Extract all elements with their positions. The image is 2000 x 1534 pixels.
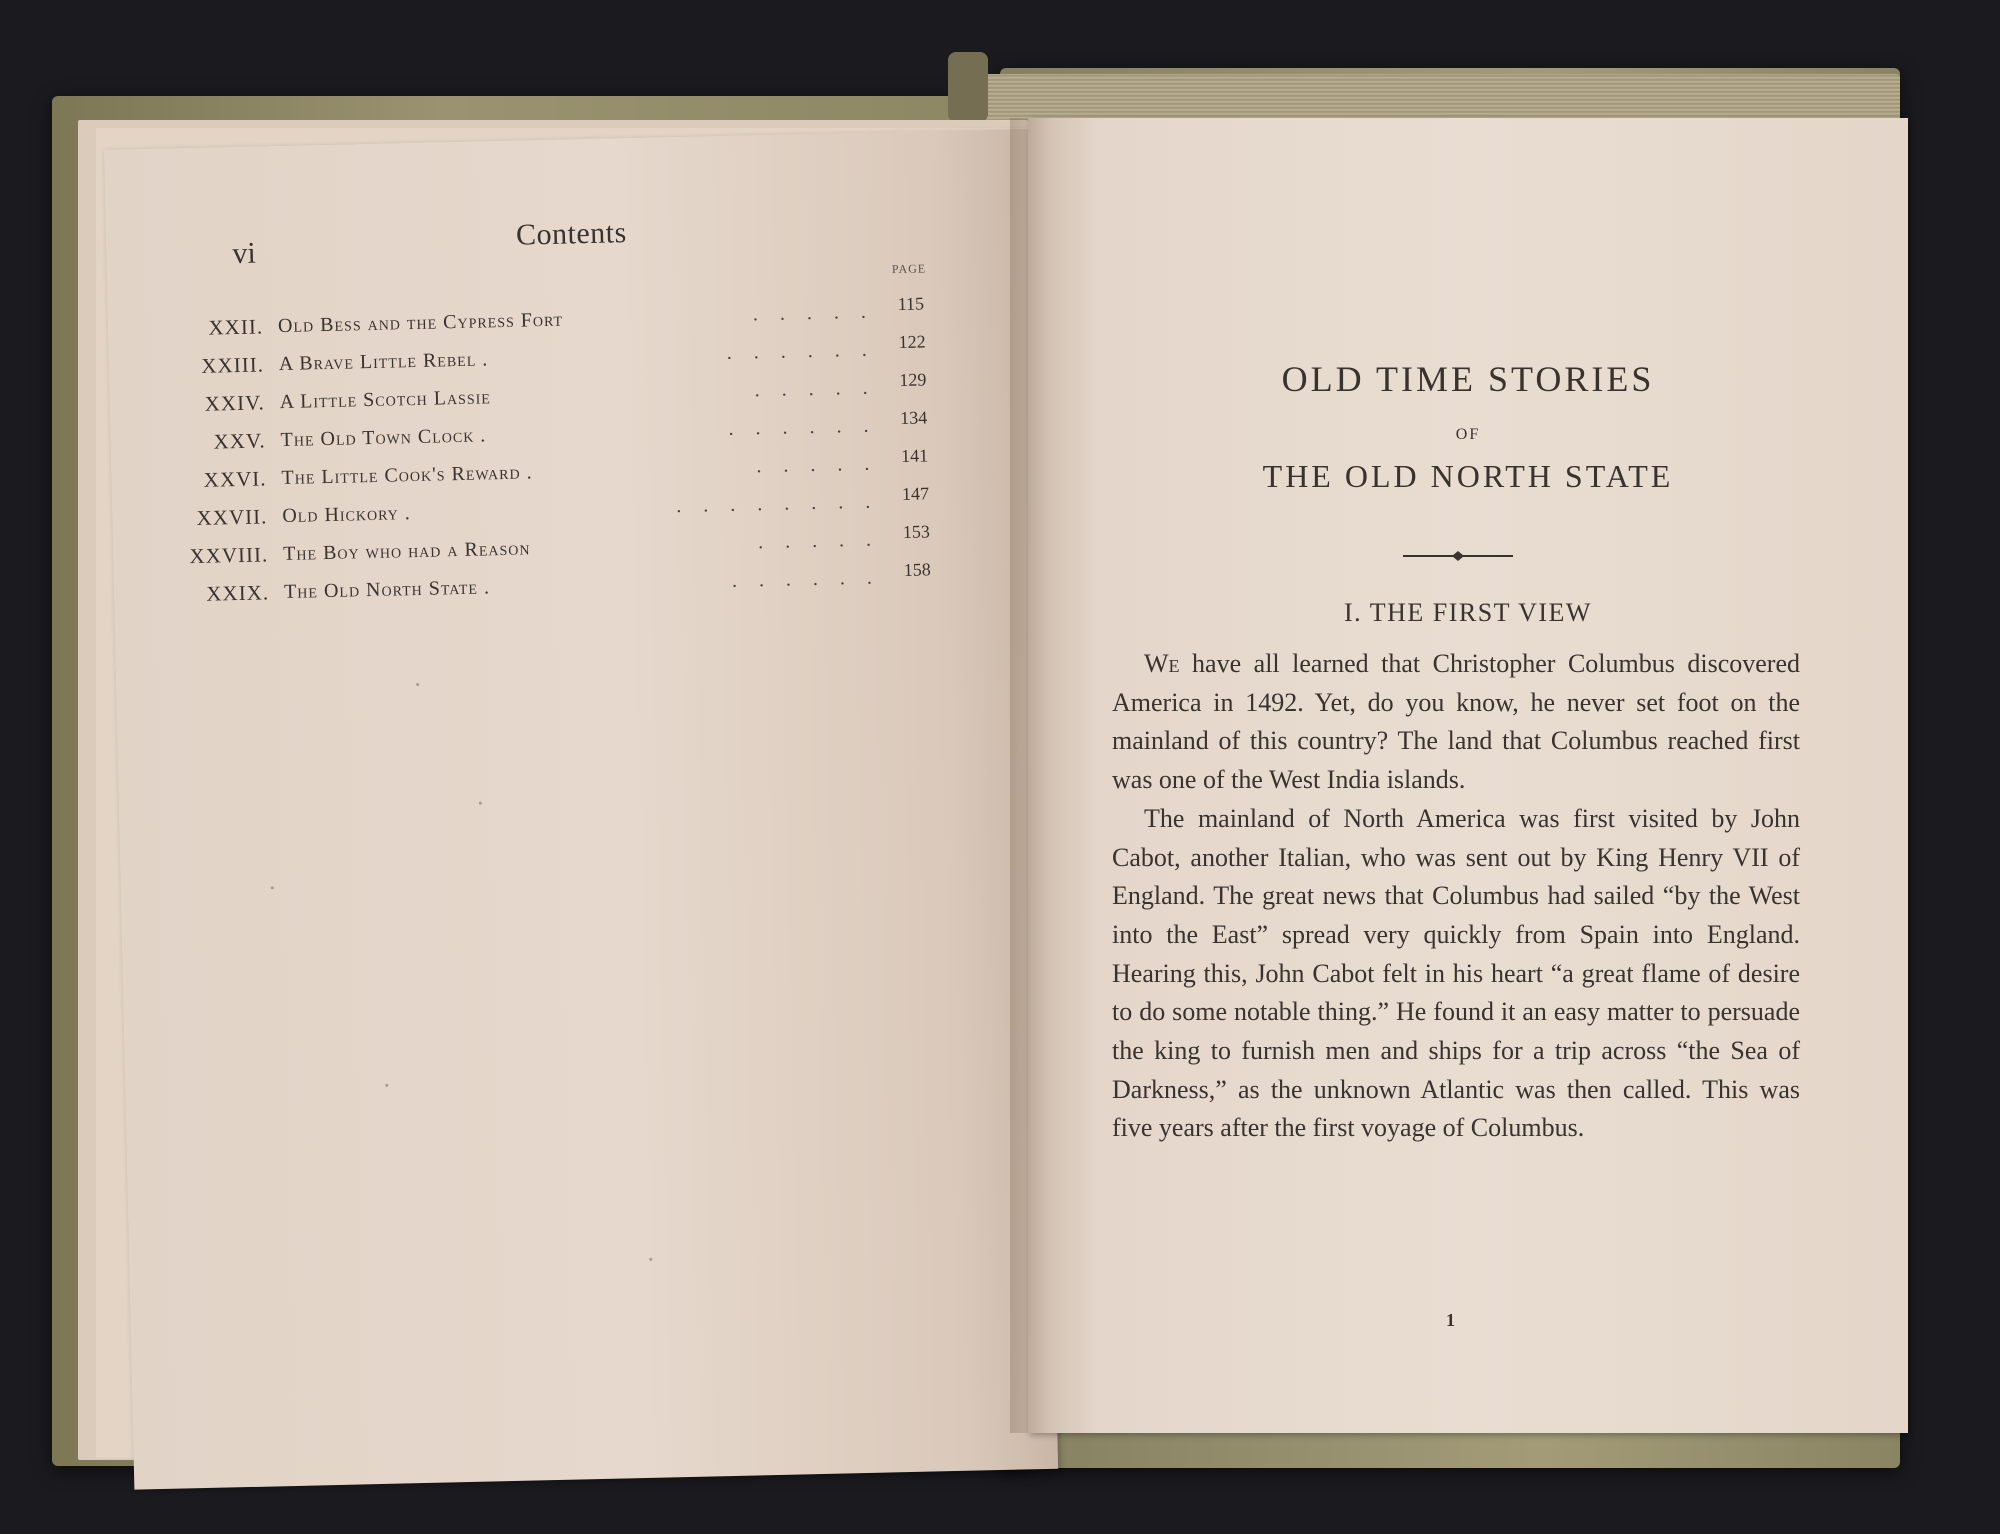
toc-leader-dots: ...... [728,414,891,440]
toc-entry-number: XXVII. [196,504,268,530]
spine-headband [948,52,988,122]
toc-leader-dots: ..... [754,376,890,402]
toc-entry-number: XXII. [208,314,264,340]
left-page [104,129,1058,1490]
toc-entry-page: 147 [901,483,930,504]
page-column-label: PAGE [891,261,927,277]
toc-leader-dots: ...... [731,566,895,592]
toc-entry-number: XXV. [213,428,266,454]
toc-entry-title: A Brave Little Rebel . [278,348,489,376]
toc-entry-title: Old Bess and the Cypress Fort [277,308,564,338]
toc-entry-number: XXIII. [201,352,265,378]
toc-entry-number: XXVI. [203,466,267,492]
book-title-line1: OLD TIME STORIES [1281,359,1655,399]
right-page [1028,118,1908,1433]
right-folio: 1 [1446,1310,1455,1330]
toc-entry-page: 153 [902,521,931,542]
table-of-contents [108,293,1015,622]
toc-entry-page: 129 [899,369,927,391]
toc-leader-dots: ..... [757,528,894,554]
toc-entry-page: 115 [897,293,925,315]
toc-entry-title: The Old Town Clock . [280,424,487,452]
toc-leader-dots: ..... [756,452,892,478]
contents-heading: Contents [515,216,628,252]
book-gutter [1010,118,1050,1433]
toc-leader-dots: ........ [675,490,893,518]
toc-entry-title: A Little Scotch Lassie [279,386,492,414]
page-edges [955,74,1900,124]
paragraph-1 [1112,645,1800,800]
toc-leader-dots: ..... [752,300,889,326]
toc-entry-page: 134 [900,407,928,429]
toc-entry-number: XXVIII. [189,542,269,569]
chapter-body [1112,645,1800,1148]
toc-entry-title: The Old North State . [283,576,491,604]
book-title-of: OF [1455,426,1481,443]
toc-entry-page: 158 [903,559,931,580]
toc-entry-title: The Little Cook's Reward . [281,461,533,490]
toc-leader-dots: ...... [726,338,889,364]
paragraph-1-text: have all learned that Christopher Columbus discovered America in 1492. Yet, do you know, he never set foot on the mainland of this country? The land that Columbus reached first was one of the West India islands. [1112,649,1800,795]
toc-entry-title: Old Hickory . [282,502,412,528]
chapter-heading: I. THE FIRST VIEW [1344,598,1592,627]
left-folio: vi [232,236,257,271]
title-ornament [1403,548,1513,564]
toc-entry-title: The Boy who had a Reason [282,537,531,566]
toc-entry-number: XXIX. [206,580,270,606]
paragraph-2: The mainland of North America was first visited by John Cabot, another Italian, who was sent out by King Henry VII of England. The great news that Columbus had sailed “by the West into the East” spread very quickly from Spain into England. Hearing this, John Cabot felt in his heart “a great flame of desire to do some notable thing.” He found it an easy matter to persuade the king to furnish men and ships for a trip across “the Sea of Darkness,” as the unknown Atlantic was then called. This was five years after the first voyage of Columbus. [1112,803,1800,1143]
toc-entry-page: 122 [898,331,926,353]
toc-entry-number: XXIV. [204,390,266,416]
book-title-line2: THE OLD NORTH STATE [1262,458,1674,494]
paragraph-lead-word: We [1144,649,1180,678]
toc-entry-page: 141 [900,445,929,466]
